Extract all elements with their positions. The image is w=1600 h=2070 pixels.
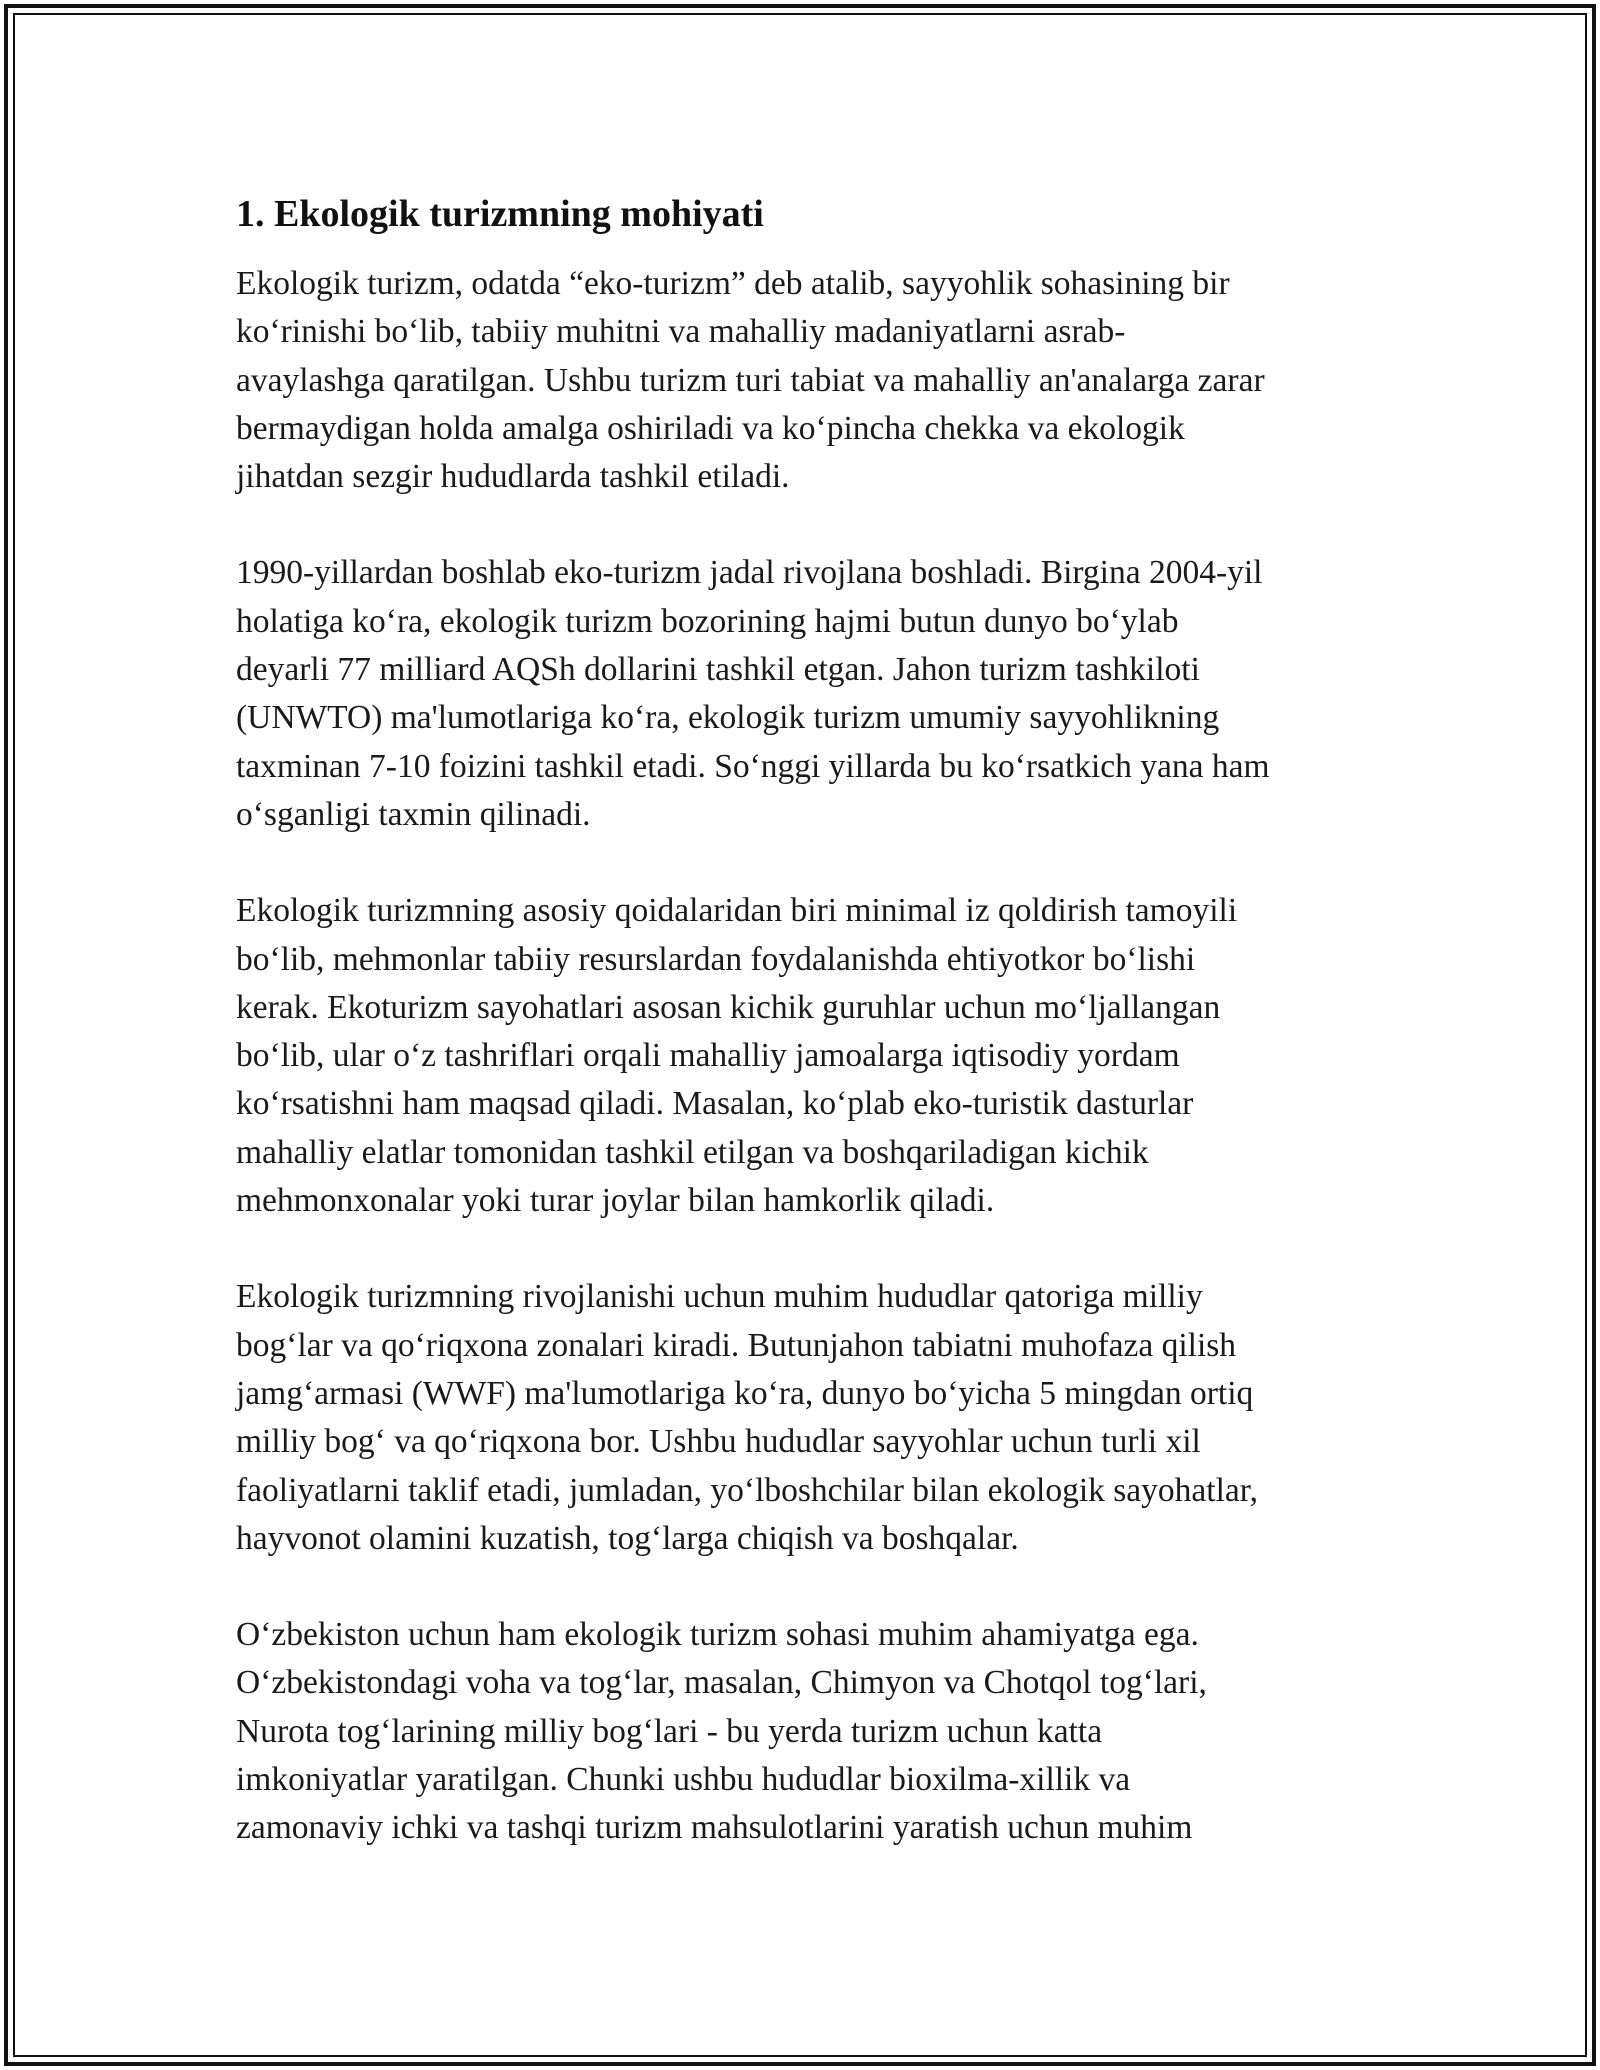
paragraph-2 [236,549,1396,839]
text-line: boʻlib, mehmonlar tabiiy resurslardan foydalanishda ehtiyotkor boʻlishi [236,940,1196,978]
text-line: holatiga koʻra, ekologik turizm bozorining hajmi butun dunyo boʻylab [236,602,1179,640]
text-line: koʻrsatishni ham maqsad qiladi. Masalan, koʻplab eko-turistik dasturlar [236,1085,1194,1123]
text-line: kerak. Ekoturizm sayohatlari asosan kichik guruhlar uchun moʻljallangan [236,988,1221,1026]
text-line: bogʻlar va qoʻriqxona zonalari kiradi. Butunjahon tabiatni muhofaza qilish [236,1326,1237,1364]
text-line: 1990-yillardan boshlab eko-turizm jadal rivojlana boshladi. Birgina 2004-yil [236,554,1263,592]
text-line: zamonaviy ichki va tashqi turizm mahsulotlarini yaratish uchun muhim [236,1809,1193,1847]
section-heading: 1. Ekologik turizmning mohiyati [236,193,764,235]
paragraph-5 [236,1611,1396,1852]
text-line: avaylashga qaratilgan. Ushbu turizm turi tabiat va mahalliy an'analarga zarar [236,361,1265,399]
text-line: boʻlib, ular oʻz tashriflari orqali mahalliy jamoalarga iqtisodiy yordam [236,1037,1180,1075]
text-line: imkoniyatlar yaratilgan. Chunki ushbu hududlar bioxilma-xillik va [236,1761,1131,1799]
text-line: Nurota togʻlarining milliy bogʻlari - bu yerda turizm uchun katta [236,1712,1103,1750]
paragraph-1 [236,260,1396,501]
text-line: Ekologik turizmning rivojlanishi uchun muhim hududlar qatoriga milliy [236,1278,1203,1316]
text-line: taxminan 7-10 foizini tashkil etadi. Soʻnggi yillarda bu koʻrsatkich yana ham [236,747,1270,785]
text-line: bermaydigan holda amalga oshiriladi va koʻpincha chekka va ekologik [236,409,1185,447]
paragraph-4 [236,1273,1396,1563]
text-line: koʻrinishi boʻlib, tabiiy muhitni va mahalliy madaniyatlarni asrab- [236,313,1126,351]
text-line: deyarli 77 milliard AQSh dollarini tashkil etgan. Jahon turizm tashkiloti [236,651,1200,689]
text-line: Oʻzbekiston uchun ham ekologik turizm sohasi muhim ahamiyatga ega. [236,1616,1199,1654]
document-body [236,186,1396,1853]
paragraph-3 [236,887,1396,1225]
text-line: Oʻzbekistondagi voha va togʻlar, masalan, Chimyon va Chotqol togʻlari, [236,1664,1207,1702]
text-line: faoliyatlarni taklif etadi, jumladan, yoʻlboshchilar bilan ekologik sayohatlar, [236,1471,1258,1509]
text-line: jamgʻarmasi (WWF) ma'lumotlariga koʻra, dunyo boʻyicha 5 mingdan ortiq [236,1374,1254,1412]
text-line: Ekologik turizm, odatda “eko-turizm” deb atalib, sayyohlik sohasining bir [236,265,1230,302]
text-line: milliy bogʻ va qoʻriqxona bor. Ushbu hududlar sayyohlar uchun turli xil [236,1423,1201,1461]
text-line: mehmonxonalar yoki turar joylar bilan hamkorlik qiladi. [236,1182,995,1220]
text-line: mahalliy elatlar tomonidan tashkil etilgan va boshqariladigan kichik [236,1133,1149,1171]
text-line: hayvonot olamini kuzatish, togʻlarga chiqish va boshqalar. [236,1519,1019,1557]
text-line: (UNWTO) ma'lumotlariga koʻra, ekologik turizm umumiy sayyohlikning [236,699,1220,737]
text-line: Ekologik turizmning asosiy qoidalaridan biri minimal iz qoldirish tamoyili [236,892,1238,930]
text-line: jihatdan sezgir hududlarda tashkil etiladi. [236,458,790,496]
text-line: oʻsganligi taxmin qilinadi. [236,795,591,833]
